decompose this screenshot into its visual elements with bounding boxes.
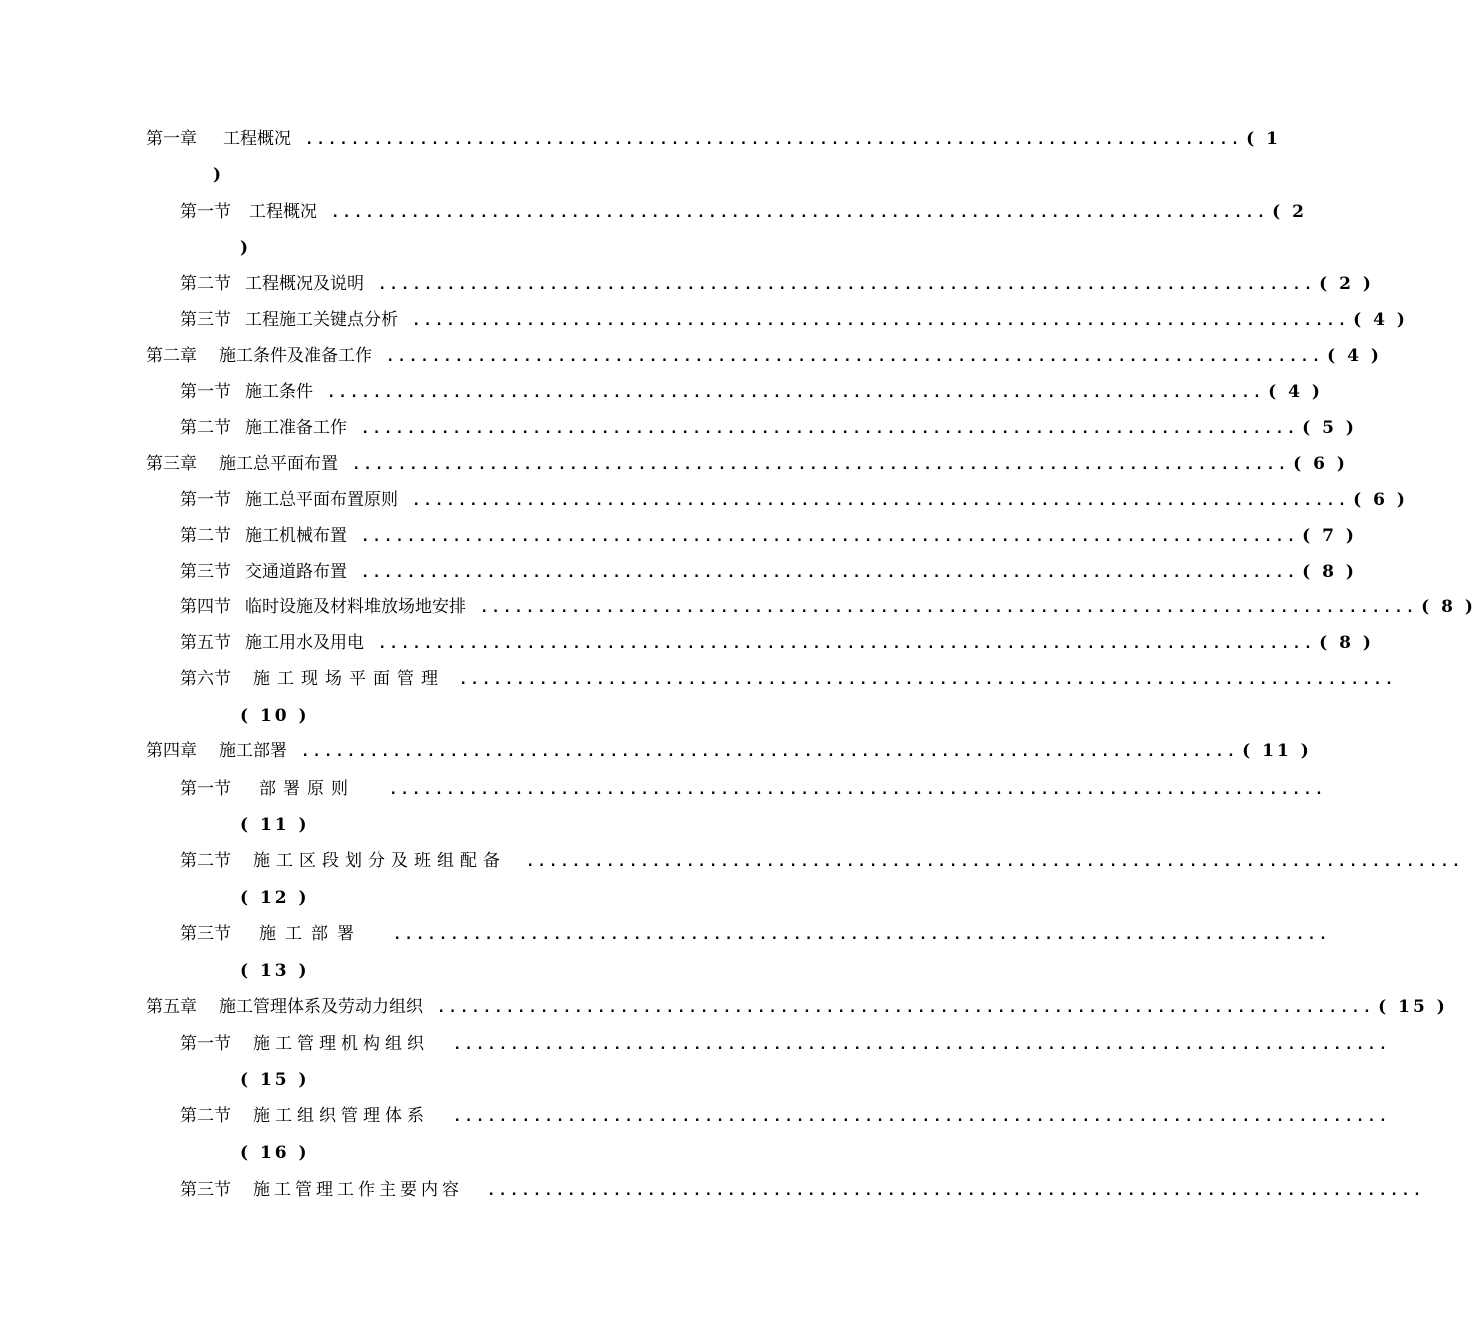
toc-label: 第二节 bbox=[180, 274, 231, 294]
toc-page-continuation: ( 11 ) bbox=[240, 815, 310, 835]
toc-entry[interactable] bbox=[180, 596, 1476, 619]
toc-title: 施工管理机构组织 bbox=[253, 1034, 429, 1054]
toc-entry[interactable] bbox=[180, 561, 1357, 584]
toc-label: 第二节 bbox=[180, 526, 231, 546]
toc-entry[interactable] bbox=[180, 1033, 1391, 1056]
toc-title: 工程概况及说明 bbox=[245, 274, 364, 294]
toc-page-number: ( 4 ) bbox=[1353, 310, 1408, 330]
toc-leader-dots: .................................................................................. bbox=[378, 636, 1316, 652]
toc-title: 施工现场平面管理 bbox=[253, 669, 445, 689]
toc-leader-dots: .................................................................................. bbox=[301, 744, 1239, 760]
toc-title: 施工区段划分及班组配备 bbox=[253, 851, 506, 871]
toc-page-continuation: ( 16 ) bbox=[240, 1143, 310, 1163]
toc-entry[interactable] bbox=[180, 273, 1374, 296]
toc-label: 第五节 bbox=[180, 633, 231, 653]
toc-entry[interactable] bbox=[180, 923, 1331, 946]
toc-entry[interactable] bbox=[180, 1105, 1391, 1128]
toc-page-number: ( 1 bbox=[1246, 129, 1281, 149]
toc-page-number: ( 4 ) bbox=[1268, 382, 1323, 402]
toc-label: 第一章 bbox=[146, 129, 197, 149]
toc-title: 施工机械布置 bbox=[245, 526, 347, 546]
toc-title: 施工条件 bbox=[245, 382, 313, 402]
toc-entry[interactable] bbox=[180, 850, 1464, 873]
toc-leader-dots: .................................................................................. bbox=[378, 277, 1316, 293]
toc-label: 第一节 bbox=[180, 202, 231, 222]
toc-leader-dots: .................................................................................. bbox=[412, 493, 1350, 509]
toc-page-continuation: ) bbox=[240, 238, 252, 258]
toc-title: 施工总平面布置 bbox=[219, 454, 338, 474]
toc-page-number: ( 15 ) bbox=[1378, 997, 1448, 1017]
toc-page-number: ( 7 ) bbox=[1302, 526, 1357, 546]
toc-title: 施工用水及用电 bbox=[245, 633, 364, 653]
toc-entry[interactable] bbox=[180, 778, 1327, 801]
toc-entry[interactable] bbox=[180, 489, 1408, 512]
toc-page-number: ( 6 ) bbox=[1353, 490, 1408, 510]
toc-entry[interactable] bbox=[180, 417, 1357, 440]
toc-leader-dots: .................................................................................. bbox=[305, 132, 1243, 148]
toc-page-number: ( 8 ) bbox=[1319, 633, 1374, 653]
toc-entry[interactable] bbox=[180, 525, 1357, 548]
toc-page-number: ( 8 ) bbox=[1302, 562, 1357, 582]
toc-title: 施工准备工作 bbox=[245, 418, 347, 438]
toc-title: 施工总平面布置原则 bbox=[245, 490, 398, 510]
toc-leader-dots: .................................................................................. bbox=[480, 600, 1418, 616]
toc-leader-dots: .................................................................................. bbox=[389, 782, 1327, 798]
toc-leader-dots: .................................................................................. bbox=[361, 565, 1299, 581]
toc-leader-dots: .................................................................................. bbox=[361, 421, 1299, 437]
toc-leader-dots: .................................................................................. bbox=[453, 1109, 1391, 1125]
toc-label: 第五章 bbox=[146, 997, 197, 1017]
toc-entry[interactable] bbox=[146, 996, 1448, 1019]
toc-label: 第二节 bbox=[180, 1106, 231, 1126]
toc-label: 第二节 bbox=[180, 851, 231, 871]
toc-page-number: ( 4 ) bbox=[1327, 346, 1382, 366]
toc-label: 第二节 bbox=[180, 418, 231, 438]
toc-page-number: ( 2 bbox=[1272, 202, 1307, 222]
toc-page-number: ( 8 ) bbox=[1421, 597, 1476, 617]
toc-entry[interactable] bbox=[146, 345, 1382, 368]
toc-leader-dots: .................................................................................. bbox=[352, 457, 1290, 473]
toc-entry[interactable] bbox=[180, 381, 1323, 404]
toc-entry[interactable] bbox=[180, 632, 1374, 655]
toc-title: 工程概况 bbox=[223, 129, 291, 149]
toc-title: 部署原则 bbox=[259, 779, 355, 799]
toc-page-number: ( 2 ) bbox=[1319, 274, 1374, 294]
toc-page-continuation: ( 12 ) bbox=[240, 888, 310, 908]
toc-label: 第三节 bbox=[180, 310, 231, 330]
toc-page-continuation: ( 10 ) bbox=[240, 706, 310, 726]
toc-label: 第四章 bbox=[146, 741, 197, 761]
toc-leader-dots: .................................................................................. bbox=[327, 385, 1265, 401]
toc-leader-dots: .................................................................................. bbox=[526, 854, 1464, 870]
toc-title: 施工条件及准备工作 bbox=[219, 346, 372, 366]
toc-label: 第三章 bbox=[146, 454, 197, 474]
toc-entry[interactable] bbox=[146, 128, 1281, 151]
toc-entry[interactable] bbox=[180, 1179, 1425, 1202]
toc-page-continuation: ) bbox=[213, 165, 225, 185]
toc-label: 第三节 bbox=[180, 1180, 231, 1200]
toc-label: 第一节 bbox=[180, 779, 231, 799]
toc-page-continuation: ( 15 ) bbox=[240, 1070, 310, 1090]
toc-leader-dots: .................................................................................. bbox=[453, 1037, 1391, 1053]
toc-label: 第一节 bbox=[180, 382, 231, 402]
toc-page-number: ( 5 ) bbox=[1302, 418, 1357, 438]
toc-leader-dots: .................................................................................. bbox=[487, 1183, 1425, 1199]
toc-title: 施工管理工作主要内容 bbox=[253, 1180, 463, 1200]
toc-leader-dots: .................................................................................. bbox=[393, 927, 1331, 943]
toc-label: 第四节 bbox=[180, 597, 231, 617]
toc-label: 第一节 bbox=[180, 1034, 231, 1054]
toc-page-number: ( 6 ) bbox=[1293, 454, 1348, 474]
toc-page-number: ( 11 ) bbox=[1242, 741, 1312, 761]
toc-leader-dots: .................................................................................. bbox=[386, 349, 1324, 365]
toc-entry[interactable] bbox=[180, 201, 1307, 224]
toc-leader-dots: .................................................................................. bbox=[361, 529, 1299, 545]
toc-title: 施工组织管理体系 bbox=[253, 1106, 429, 1126]
toc-entry[interactable] bbox=[180, 309, 1408, 332]
toc-title: 交通道路布置 bbox=[245, 562, 347, 582]
toc-entry[interactable] bbox=[146, 453, 1348, 476]
toc-page-continuation: ( 13 ) bbox=[240, 961, 310, 981]
toc-label: 第六节 bbox=[180, 669, 231, 689]
toc-title: 施工管理体系及劳动力组织 bbox=[219, 997, 423, 1017]
toc-label: 第二章 bbox=[146, 346, 197, 366]
toc-leader-dots: .................................................................................. bbox=[437, 1000, 1375, 1016]
toc-title: 工程施工关键点分析 bbox=[245, 310, 398, 330]
toc-entry[interactable] bbox=[146, 740, 1312, 763]
toc-leader-dots: .................................................................................. bbox=[459, 672, 1397, 688]
toc-leader-dots: .................................................................................. bbox=[412, 313, 1350, 329]
toc-title: 临时设施及材料堆放场地安排 bbox=[245, 597, 466, 617]
toc-entry[interactable] bbox=[180, 668, 1397, 691]
toc-title: 工程概况 bbox=[249, 202, 317, 222]
toc-label: 第一节 bbox=[180, 490, 231, 510]
toc-label: 第三节 bbox=[180, 924, 231, 944]
toc-title: 施工部署 bbox=[219, 741, 287, 761]
toc-title: 施工部署 bbox=[259, 924, 363, 944]
toc-leader-dots: .................................................................................. bbox=[331, 205, 1269, 221]
toc-label: 第三节 bbox=[180, 562, 231, 582]
